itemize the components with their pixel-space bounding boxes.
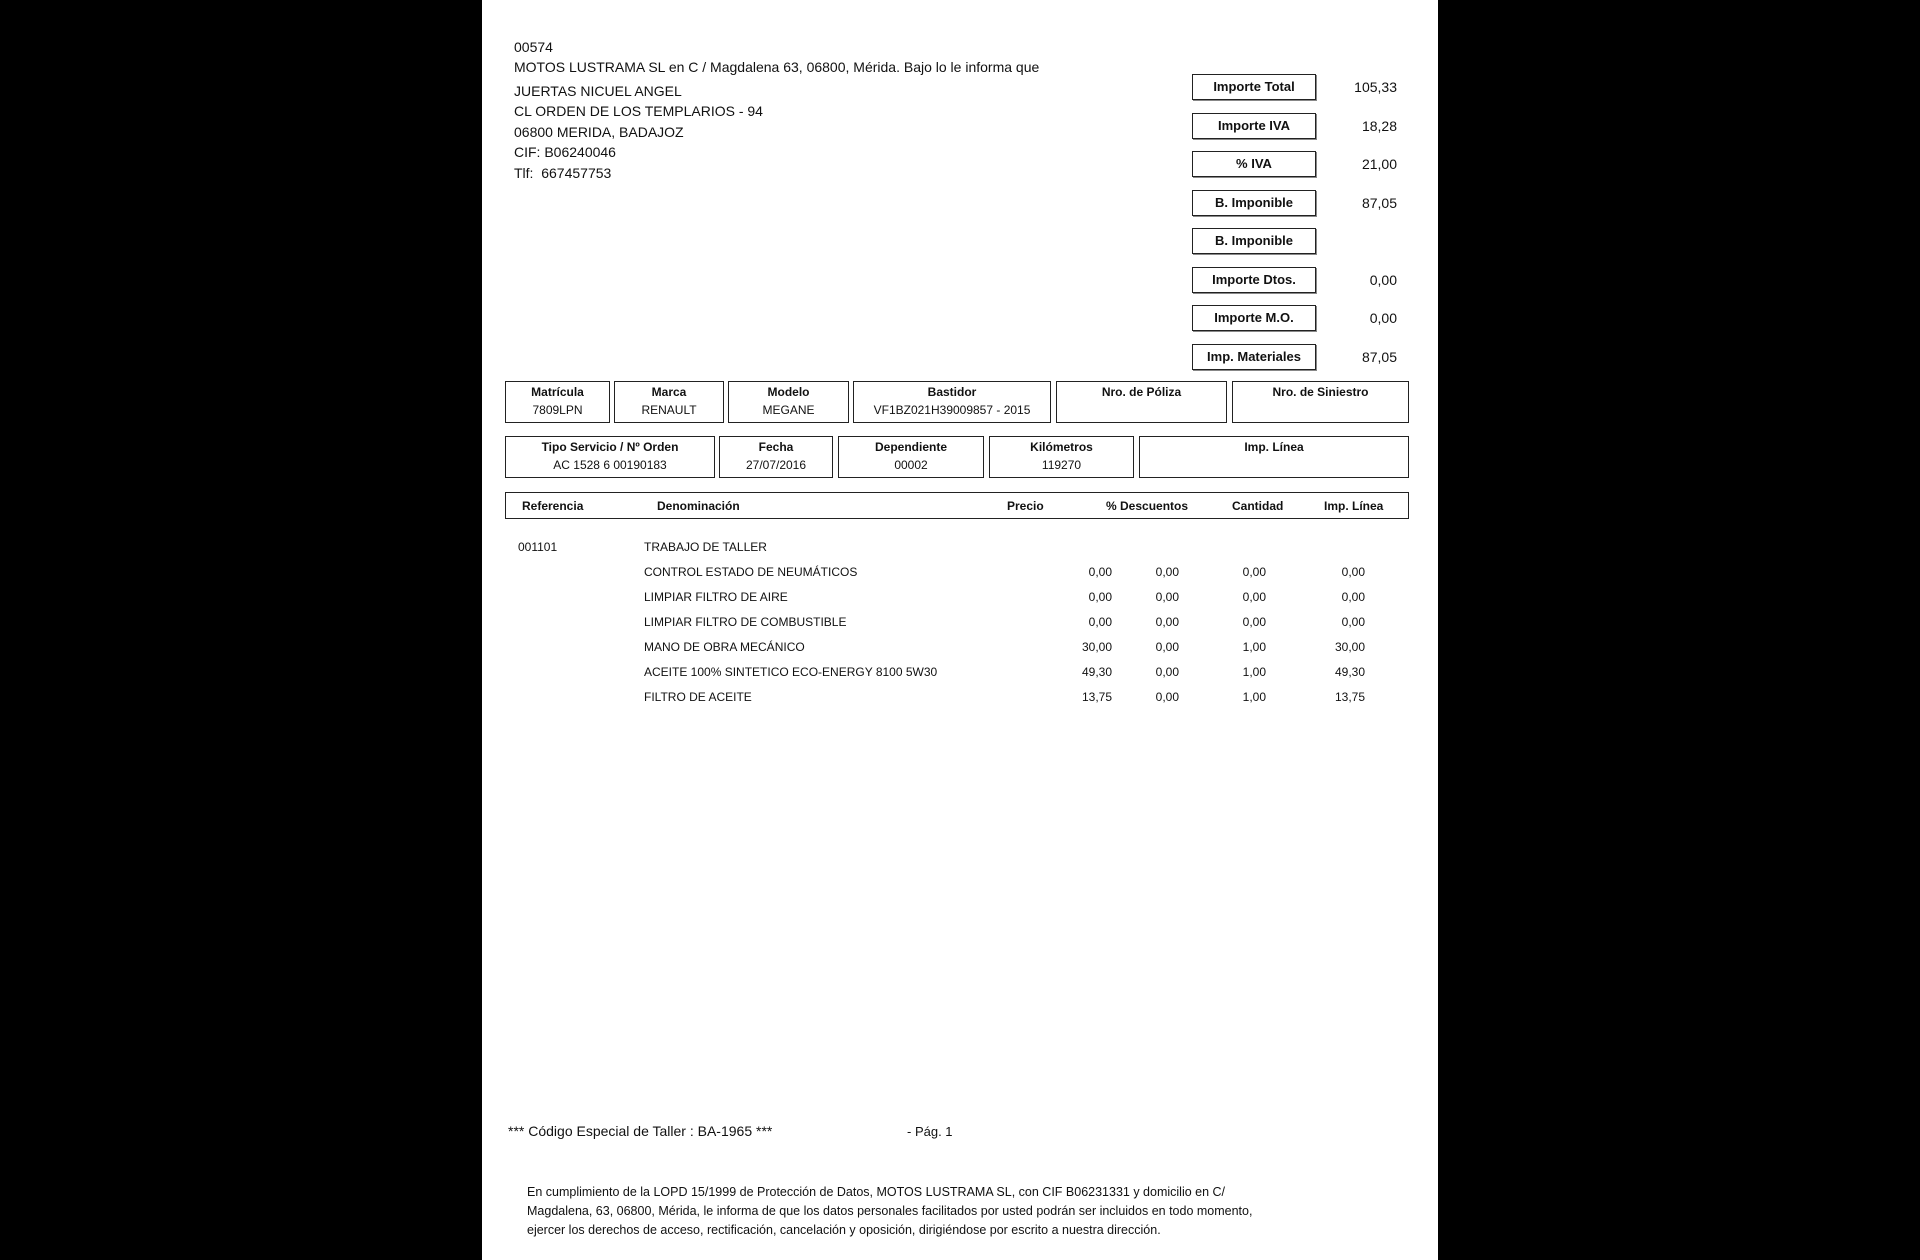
service-kilometros-box (989, 436, 1134, 478)
row-cantidad: 1,00 (1242, 690, 1266, 704)
service-kilometros-label: Kilómetros (1030, 440, 1093, 454)
customer-phone (514, 165, 611, 182)
service-fecha-value: 27/07/2016 (745, 458, 807, 472)
legal-line-3: ejercer los derechos de acceso, rectificación, cancelación y oposición, dirigiéndose por escrito a nuestra dirección. (527, 1223, 1161, 1237)
company-intro: MOTOS LUSTRAMA SL en C / Magdalena 63, 06800, Mérida. Bajo lo le informa que (514, 59, 1040, 75)
summary-label-imp-materiales: Imp. Materiales (1192, 344, 1316, 370)
row-denominacion: ACEITE 100% SINTETICO ECO-ENERGY 8100 5W30 (644, 665, 938, 679)
legal-line-2: Magdalena, 63, 06800, Mérida, le informa de que los datos personales facilitados por usted podrán ser incluidos en todo momento, (527, 1204, 1253, 1218)
table-row (482, 590, 1438, 608)
customer-cif: CIF: B06240046 (514, 144, 616, 160)
row-imp-linea: 0,00 (1341, 615, 1365, 629)
page-number: - Pág. 1 (907, 1124, 953, 1139)
service-tipo-value: AC 1528 6 00190183 (553, 458, 667, 472)
vehicle-matricula-label: Matrícula (531, 385, 584, 399)
vehicle-bastidor-value: VF1BZ021H39009857 - 2015 (873, 403, 1031, 417)
row-imp-linea: 49,30 (1334, 665, 1365, 679)
row-precio: 13,75 (1081, 690, 1112, 704)
row-cantidad: 1,00 (1242, 640, 1266, 654)
service-imp-linea-label: Imp. Línea (1244, 440, 1304, 454)
table-row (482, 615, 1438, 633)
legal-notice (527, 1183, 1347, 1240)
row-imp-linea: 0,00 (1341, 590, 1365, 604)
customer-name: JUERTAS NICUEL ANGEL (514, 83, 682, 99)
summary-label-base-imponible: B. Imponible (1192, 190, 1316, 216)
row-descuento: 0,00 (1155, 640, 1179, 654)
service-dependiente-value: 00002 (894, 458, 928, 472)
row-cantidad: 0,00 (1242, 590, 1266, 604)
row-precio: 0,00 (1088, 565, 1112, 579)
document-number: 00574 (514, 39, 553, 55)
row-descuento: 0,00 (1155, 615, 1179, 629)
row-referencia: 001101 (518, 540, 558, 554)
row-denominacion: LIMPIAR FILTRO DE AIRE (644, 590, 788, 604)
row-cantidad: 1,00 (1242, 665, 1266, 679)
customer-address-line2: 06800 MERIDA, BADAJOZ (514, 124, 684, 140)
header-referencia: Referencia (522, 499, 584, 513)
row-denominacion: TRABAJO DE TALLER (644, 540, 767, 554)
table-row (482, 665, 1438, 683)
row-descuento: 0,00 (1155, 665, 1179, 679)
vehicle-marca-box (614, 381, 724, 423)
header-precio: Precio (1007, 499, 1044, 513)
service-dependiente-box (838, 436, 984, 478)
table-row (482, 640, 1438, 658)
row-imp-linea: 13,75 (1334, 690, 1365, 704)
summary-value-base-imponible: 87,05 (1361, 195, 1397, 211)
summary-label-importe-dtos: Importe Dtos. (1192, 267, 1316, 293)
vehicle-matricula-value: 7809LPN (532, 403, 583, 417)
vehicle-siniestro-box (1232, 381, 1409, 423)
phone-label: Tlf: (514, 165, 534, 181)
service-tipo-box (505, 436, 715, 478)
service-tipo-label: Tipo Servicio / Nº Orden (541, 440, 679, 454)
header-cantidad: Cantidad (1232, 499, 1284, 513)
vehicle-bastidor-box (853, 381, 1051, 423)
legal-line-1: En cumplimiento de la LOPD 15/1999 de Protección de Datos, MOTOS LUSTRAMA SL, con CIF B06231331 y domicilio en C/ (527, 1185, 1226, 1199)
vehicle-siniestro-label: Nro. de Siniestro (1272, 385, 1369, 399)
row-precio: 49,30 (1081, 665, 1112, 679)
service-fecha-label: Fecha (758, 440, 794, 454)
summary-value-iva-percent: 21,00 (1361, 156, 1397, 172)
summary-label-importe-iva: Importe IVA (1192, 113, 1316, 139)
special-workshop-code: *** Código Especial de Taller : BA-1965 *** (508, 1123, 773, 1139)
header-imp-linea: Imp. Línea (1324, 499, 1384, 513)
summary-value-importe-dtos: 0,00 (1369, 272, 1397, 288)
summary-value-importe-mo: 0,00 (1369, 310, 1397, 326)
row-imp-linea: 30,00 (1334, 640, 1365, 654)
summary-label-iva-percent: % IVA (1192, 151, 1316, 177)
row-precio: 0,00 (1088, 615, 1112, 629)
service-kilometros-value: 119270 (1041, 458, 1082, 472)
service-imp-linea-box (1139, 436, 1409, 478)
customer-address-line1: CL ORDEN DE LOS TEMPLARIOS - 94 (514, 103, 763, 119)
summary-value-imp-materiales: 87,05 (1361, 349, 1397, 365)
invoice-page (482, 0, 1438, 1260)
row-denominacion: FILTRO DE ACEITE (644, 690, 752, 704)
phone-value: 667457753 (541, 165, 612, 181)
items-table-header (505, 492, 1409, 519)
row-cantidad: 0,00 (1242, 615, 1266, 629)
vehicle-marca-value: RENAULT (641, 403, 697, 417)
row-precio: 0,00 (1088, 590, 1112, 604)
row-descuento: 0,00 (1155, 590, 1179, 604)
summary-value-importe-iva: 18,28 (1361, 118, 1397, 134)
row-descuento: 0,00 (1155, 690, 1179, 704)
table-row (482, 540, 1438, 558)
vehicle-modelo-label: Modelo (767, 385, 810, 399)
vehicle-modelo-box (728, 381, 849, 423)
row-denominacion: MANO DE OBRA MECÁNICO (644, 640, 805, 654)
header-denominacion: Denominación (657, 499, 740, 513)
summary-value-importe-total: 105,33 (1354, 79, 1397, 95)
row-descuento: 0,00 (1155, 565, 1179, 579)
summary-label-base-imponible-2: B. Imponible (1192, 228, 1316, 254)
header-descuentos: % Descuentos (1106, 499, 1189, 513)
summary-label-importe-mo: Importe M.O. (1192, 305, 1316, 331)
table-row (482, 690, 1438, 708)
vehicle-bastidor-label: Bastidor (927, 385, 977, 399)
vehicle-matricula-box (505, 381, 610, 423)
row-denominacion: CONTROL ESTADO DE NEUMÁTICOS (644, 565, 858, 579)
service-fecha-box (719, 436, 833, 478)
service-dependiente-label: Dependiente (874, 440, 947, 454)
row-precio: 30,00 (1081, 640, 1112, 654)
row-denominacion: LIMPIAR FILTRO DE COMBUSTIBLE (644, 615, 847, 629)
table-row (482, 565, 1438, 583)
row-cantidad: 0,00 (1242, 565, 1266, 579)
vehicle-poliza-box (1056, 381, 1227, 423)
vehicle-marca-label: Marca (651, 385, 687, 399)
summary-label-importe-total: Importe Total (1192, 74, 1316, 100)
vehicle-modelo-value: MEGANE (762, 403, 815, 417)
row-imp-linea: 0,00 (1341, 565, 1365, 579)
vehicle-poliza-label: Nro. de Póliza (1101, 385, 1182, 399)
